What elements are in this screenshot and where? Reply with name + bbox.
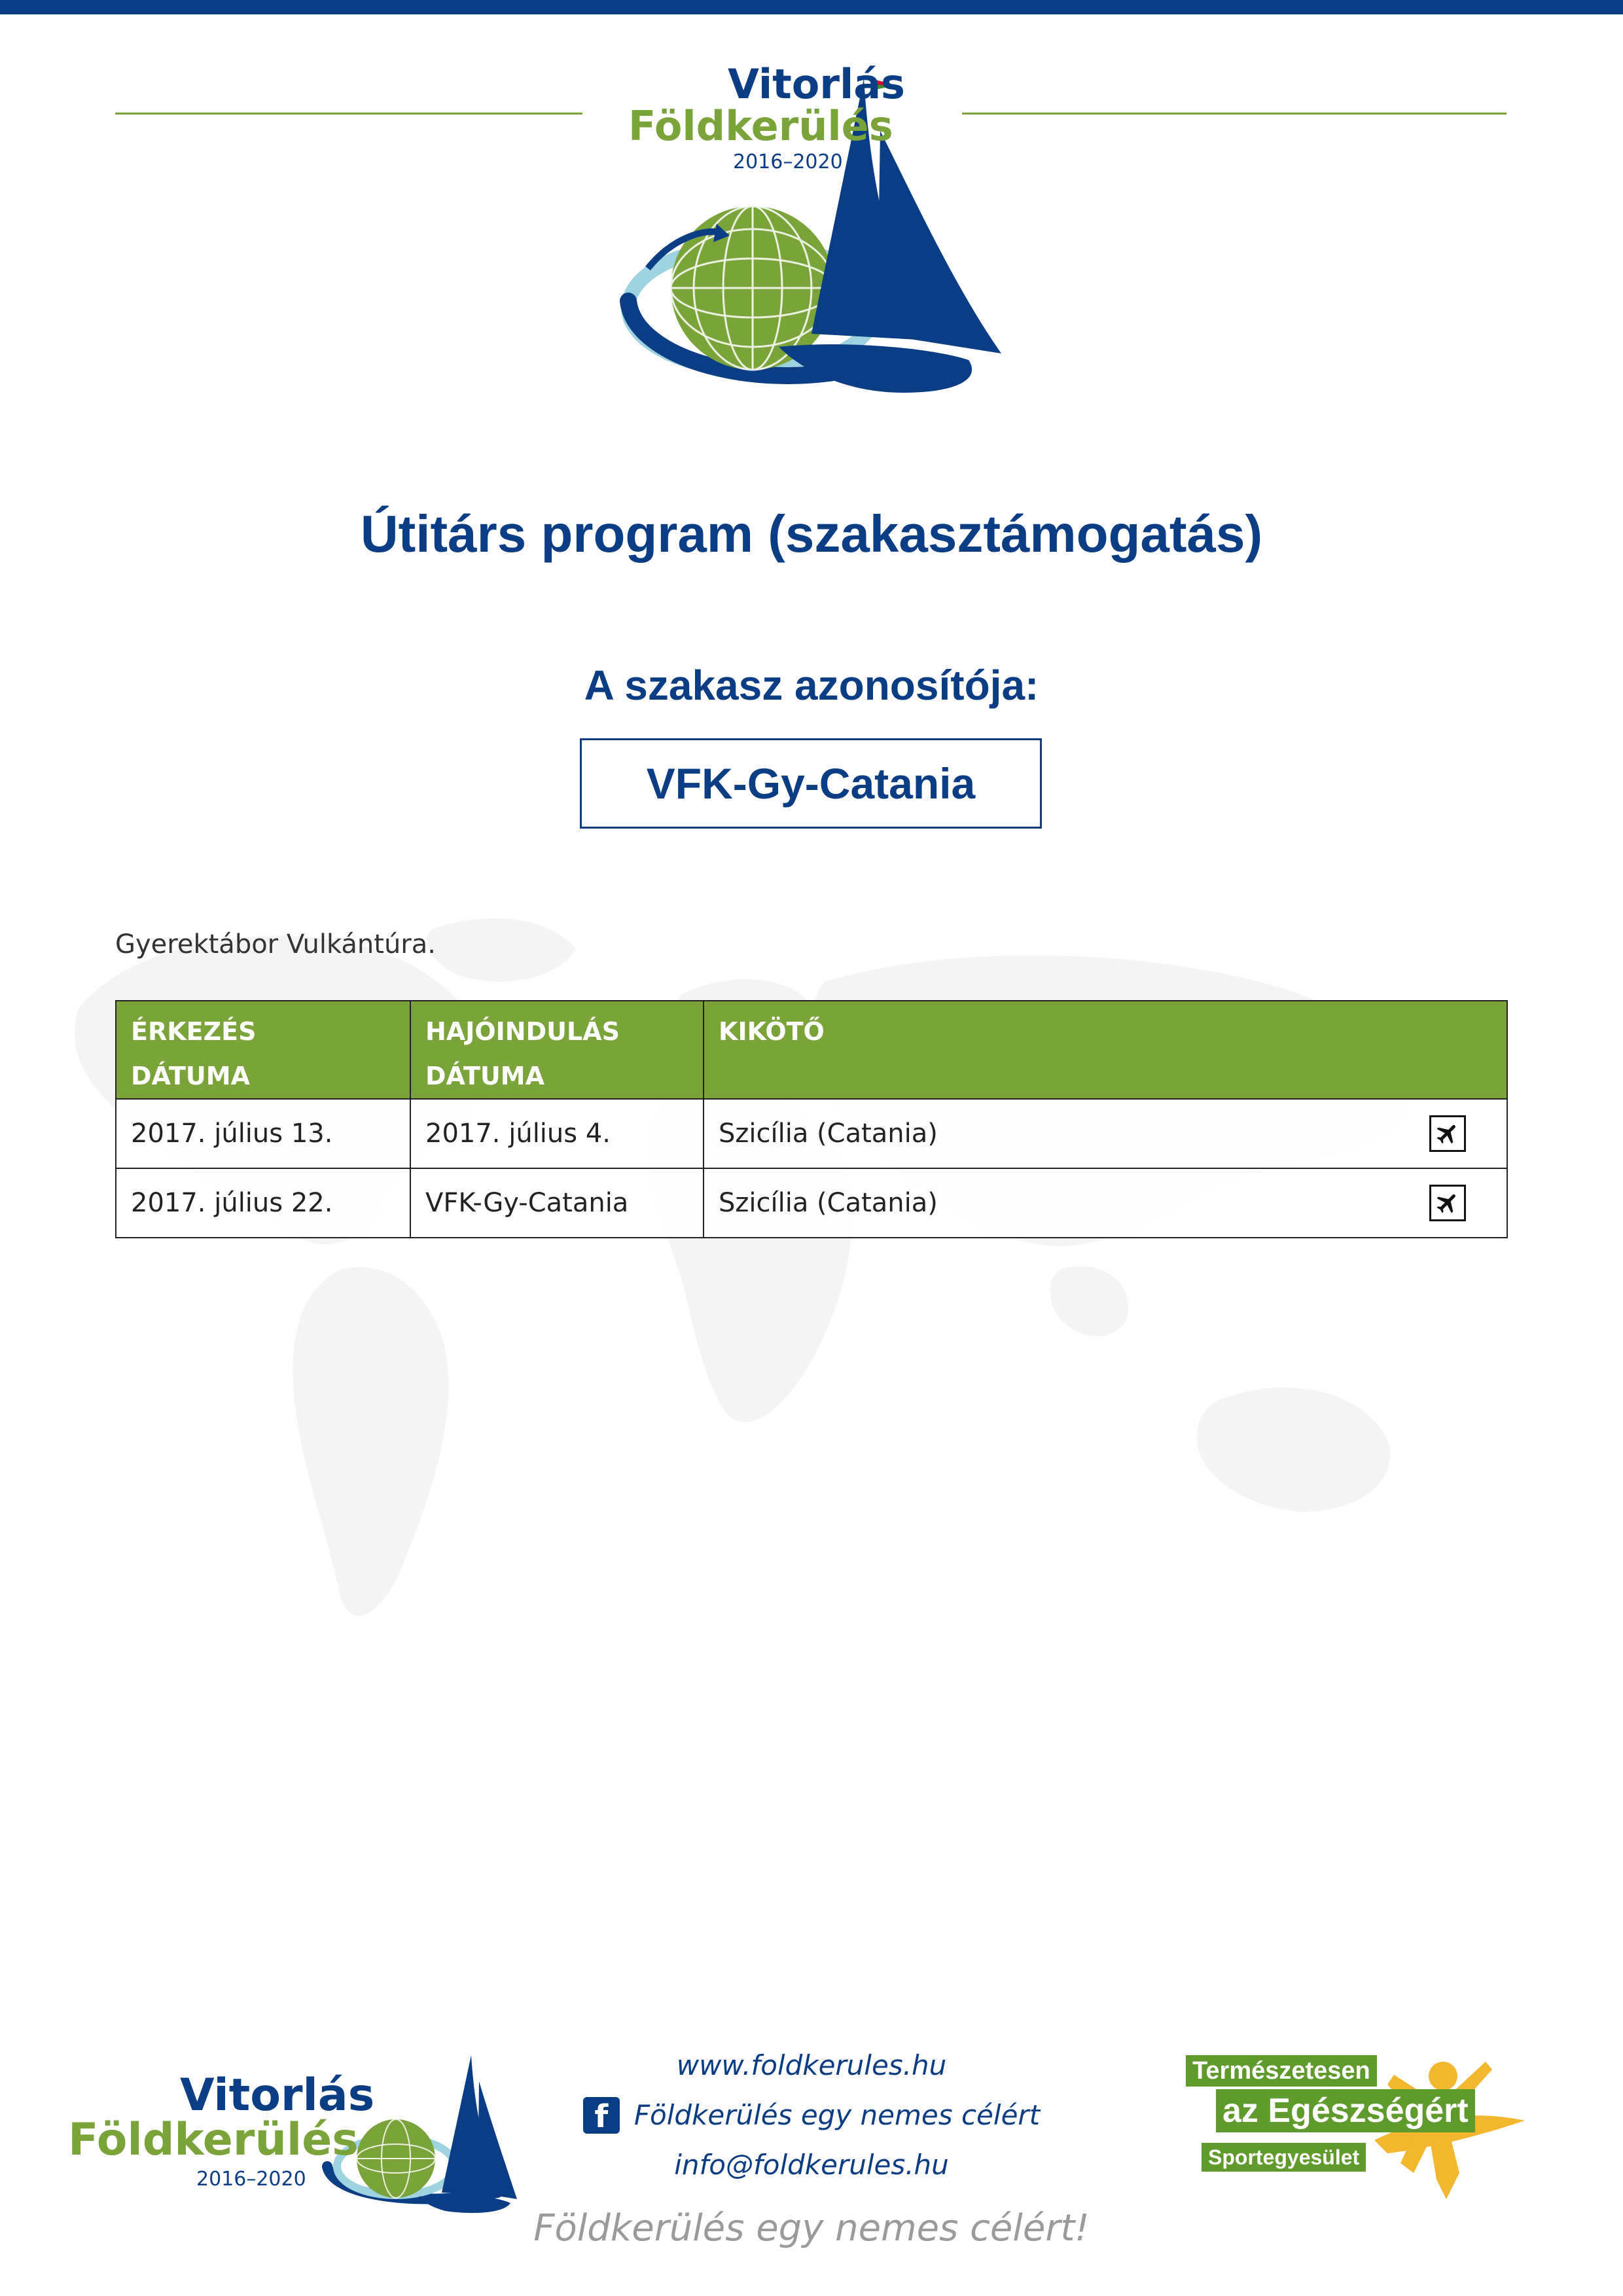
top-bar (0, 0, 1623, 14)
port-name: Szicília (Catania) (719, 1119, 938, 1149)
table-header-row (116, 1001, 1507, 1099)
table-row (116, 1099, 1507, 1168)
header-arrival-date: ÉRKEZÉS DÁTUMA (116, 1001, 410, 1099)
footer-slogan: Földkerülés egy nemes célért! (533, 2207, 1090, 2250)
logo-title-vitorlas: Vitorlás (180, 2070, 375, 2121)
vitorlas-foldkerules-logo (589, 52, 1008, 419)
logo-title-vitorlas: Vitorlás (728, 60, 905, 108)
facebook-link[interactable] (563, 2090, 1060, 2140)
facebook-page-name: Földkerülés egy nemes célért (633, 2099, 1041, 2131)
header-port: KIKÖTŐ (704, 1001, 1507, 1099)
footer-logo (65, 2042, 524, 2219)
section-id-box (580, 738, 1042, 829)
footer-contact (563, 2041, 1060, 2190)
logo-title-foldkerules: Földkerülés (68, 2114, 359, 2166)
cell-departure-date: 2017. július 4. (410, 1099, 704, 1168)
header-departure-date: HAJÓINDULÁS DÁTUMA (410, 1001, 704, 1099)
partner-logo (1178, 2049, 1531, 2206)
facebook-icon: f (583, 2097, 620, 2134)
cell-port (704, 1168, 1507, 1238)
cell-port (704, 1099, 1507, 1168)
page-title: Útitárs program (szakasztámogatás) (360, 505, 1263, 563)
program-description: Gyerektábor Vulkántúra. (115, 929, 436, 960)
header-divider-left (115, 113, 582, 115)
header-divider-right (962, 113, 1507, 115)
partner-line-1: Természetesen (1186, 2055, 1377, 2087)
airplane-icon[interactable] (1429, 1185, 1466, 1221)
cell-arrival-date: 2017. július 13. (116, 1099, 410, 1168)
email-link[interactable]: info@foldkerules.hu (674, 2149, 949, 2181)
logo-years: 2016–2020 (733, 151, 843, 173)
logo-years: 2016–2020 (196, 2168, 306, 2191)
partner-line-3: Sportegyesület (1202, 2143, 1366, 2172)
port-name: Szicília (Catania) (719, 1188, 938, 1218)
logo-title-foldkerules: Földkerülés (628, 102, 893, 150)
section-id-value: VFK-Gy-Catania (646, 759, 976, 808)
schedule-table (115, 1000, 1508, 1238)
airplane-icon[interactable] (1429, 1115, 1466, 1152)
cell-arrival-date: 2017. július 22. (116, 1168, 410, 1238)
table-row (116, 1168, 1507, 1238)
section-id-label: A szakasz azonosítója: (584, 662, 1039, 709)
website-link[interactable]: www.foldkerules.hu (676, 2049, 947, 2081)
cell-departure-date: VFK-Gy-Catania (410, 1168, 704, 1238)
partner-line-2: az Egészségért (1216, 2089, 1475, 2132)
